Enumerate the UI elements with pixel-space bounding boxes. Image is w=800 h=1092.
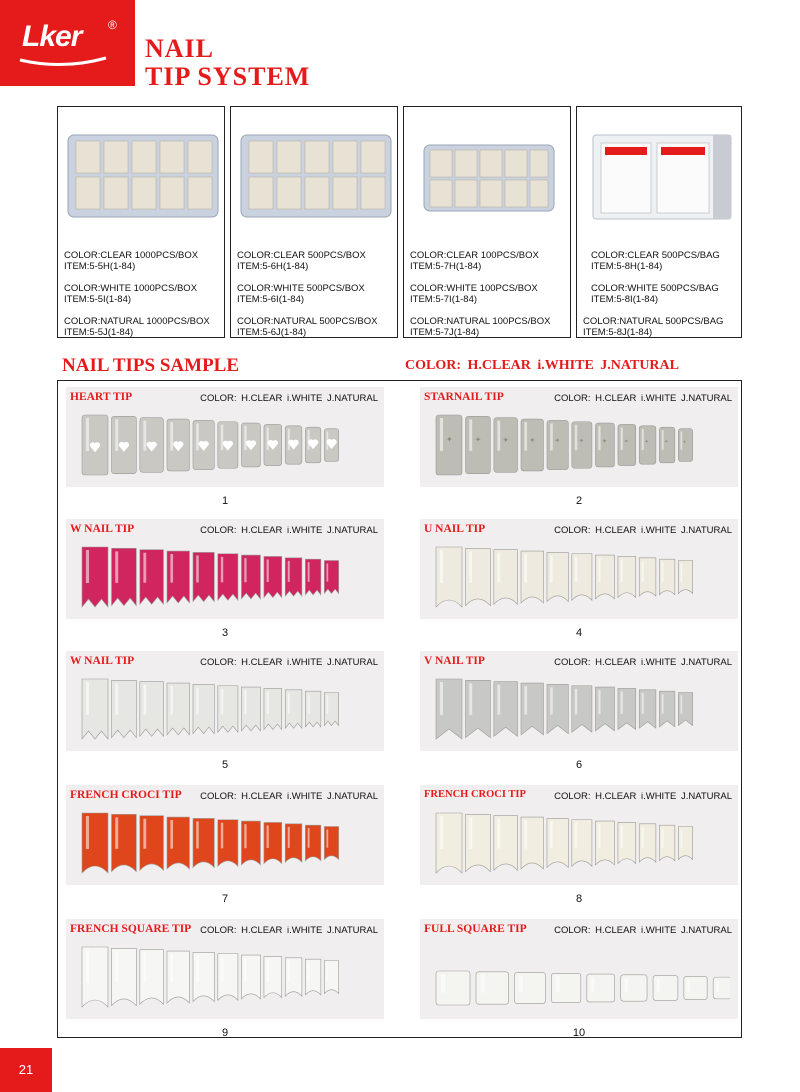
svg-text:✦: ✦: [502, 435, 509, 445]
nail-tip: [659, 691, 674, 727]
nail-tip: [659, 427, 674, 463]
nail-tip: [572, 554, 592, 601]
nail-tip: [264, 688, 282, 729]
nail-tip: [167, 551, 189, 603]
nail-tip: [218, 422, 238, 469]
nail-tip: [167, 419, 189, 471]
nail-tip: [618, 688, 636, 729]
sample-card: [66, 387, 384, 517]
nail-tip: [140, 550, 164, 605]
nail-tip: [678, 693, 692, 726]
nail-tip: [494, 418, 518, 473]
nail-tip: [659, 825, 674, 861]
product-details: [410, 250, 550, 338]
product-color-line: COLOR:WHITE 100PCS/BOX: [410, 283, 538, 294]
nail-tip: [324, 693, 338, 726]
tip-box-photo: [239, 133, 393, 223]
sample-color-codes: COLOR: H.CLEAR i.WHITE J.NATURAL: [554, 791, 732, 802]
nail-tip: [241, 687, 260, 731]
sample-name: FULL SQUARE TIP: [424, 923, 527, 935]
brand-logo: [0, 0, 135, 86]
sample-name: FRENCH CROCI TIP: [70, 789, 182, 801]
product-box: [57, 106, 225, 338]
sample-number: 6: [575, 759, 583, 771]
nail-tip: [82, 547, 108, 607]
nail-tip: [436, 971, 470, 1005]
product-item-line: ITEM:5-5J(1-84): [64, 327, 134, 338]
nail-tip: [305, 691, 320, 727]
nail-tip: [264, 556, 282, 597]
nail-tip: [659, 559, 674, 595]
sample-name: STARNAIL TIP: [424, 391, 504, 403]
nail-tip: [167, 817, 189, 869]
nail-tip: [587, 974, 615, 1002]
sample-name: V NAIL TIP: [424, 655, 485, 667]
nail-tip: [82, 679, 108, 739]
nail-tip: [285, 958, 302, 996]
product-item-line: ITEM:5-8I(1-84): [591, 294, 659, 305]
nail-tip: [193, 684, 214, 733]
nail-tip: [521, 817, 543, 869]
nail-tip: [218, 554, 238, 601]
nail-tip: [140, 816, 164, 871]
product-color-line: COLOR:WHITE 500PCS/BOX: [237, 283, 365, 294]
product-color-line: COLOR:CLEAR 100PCS/BOX: [410, 250, 539, 261]
heart-tip-samples: [80, 409, 376, 481]
product-color-line: COLOR:CLEAR 500PCS/BAG: [591, 250, 720, 261]
u-nail-tip-samples: [434, 541, 730, 613]
sample-name: W NAIL TIP: [70, 655, 135, 667]
page-title-line2: TIP SYSTEM: [145, 62, 311, 91]
sample-color-codes: COLOR: H.CLEAR i.WHITE J.NATURAL: [554, 925, 732, 936]
w-nail-tip-samples: [80, 673, 376, 745]
nail-tip: [494, 550, 518, 605]
nail-tip: [678, 561, 692, 594]
nail-tip: [112, 814, 137, 871]
sample-card: [66, 519, 384, 649]
nail-tip: [305, 825, 320, 861]
sample-card: [420, 387, 738, 517]
nail-tip: [653, 976, 678, 1001]
nail-tip: [551, 973, 580, 1002]
nail-tip: [264, 822, 282, 863]
product-details: [583, 250, 724, 338]
sample-number: 4: [575, 627, 583, 639]
product-color-line: COLOR:WHITE 1000PCS/BOX: [64, 283, 198, 294]
svg-text:✦: ✦: [623, 438, 629, 445]
product-details: [64, 250, 210, 338]
french-croci-tip-samples: [434, 807, 730, 879]
nail-tip: [572, 820, 592, 867]
color-legend: COLOR: H.CLEAR i.WHITE J.NATURAL: [405, 358, 679, 373]
nail-tip: [218, 954, 238, 1001]
svg-text:✦: ✦: [554, 437, 561, 445]
nail-tip: [595, 687, 614, 731]
nail-tip: [572, 422, 592, 469]
nail-tip: [639, 690, 656, 728]
nail-tip: [285, 690, 302, 728]
sample-color-codes: COLOR: H.CLEAR i.WHITE J.NATURAL: [200, 393, 378, 404]
product-color-line: COLOR:WHITE 500PCS/BAG: [591, 283, 719, 294]
sample-card: [66, 651, 384, 781]
nail-tip: [436, 813, 462, 873]
french-square-tip-samples: [80, 941, 376, 1013]
svg-text:✦: ✦: [474, 435, 482, 445]
nail-tip: [140, 682, 164, 737]
nail-tip: [241, 423, 260, 467]
page-title-line1: NAIL: [145, 34, 215, 63]
nail-tip: [572, 686, 592, 733]
nail-tip: [521, 419, 543, 471]
logo-text: Lker: [22, 20, 82, 53]
nail-tip: [241, 555, 260, 599]
nail-tip: [82, 813, 108, 873]
nail-tip: [621, 975, 647, 1001]
product-color-line: COLOR:CLEAR 500PCS/BOX: [237, 250, 366, 261]
nail-tip: [305, 559, 320, 595]
svg-text:✦: ✦: [601, 438, 607, 445]
nail-tip: [684, 976, 707, 999]
sample-card: [420, 651, 738, 781]
sample-number: 8: [575, 893, 583, 905]
product-box: [403, 106, 571, 338]
nail-tip: [324, 561, 338, 594]
nail-tip: [521, 551, 543, 603]
sample-name: W NAIL TIP: [70, 523, 135, 535]
nail-tip: [494, 816, 518, 871]
nail-tip: [476, 972, 508, 1004]
sample-number: 1: [221, 495, 229, 507]
nail-tip: [112, 416, 137, 473]
nail-tip: [547, 552, 568, 601]
nail-tip: [167, 951, 189, 1003]
section-title: NAIL TIPS SAMPLE: [62, 355, 240, 376]
sample-color-codes: COLOR: H.CLEAR i.WHITE J.NATURAL: [200, 657, 378, 668]
sample-card: [66, 919, 384, 1049]
product-item-line: ITEM:5-6I(1-84): [237, 294, 305, 305]
product-color-line: COLOR:NATURAL 500PCS/BAG: [583, 316, 724, 327]
nail-tip: [595, 423, 614, 467]
nail-tip: [324, 827, 338, 860]
product-color-line: COLOR:NATURAL 1000PCS/BOX: [64, 316, 210, 327]
sample-card: [420, 919, 738, 1049]
sample-number: 5: [221, 759, 229, 771]
sample-color-codes: COLOR: H.CLEAR i.WHITE J.NATURAL: [200, 925, 378, 936]
sample-name: U NAIL TIP: [424, 523, 486, 535]
sample-name: HEART TIP: [70, 391, 133, 403]
nail-tip: [494, 682, 518, 737]
sample-number: 2: [575, 495, 583, 507]
nail-tip: [324, 961, 338, 994]
sample-card: [66, 785, 384, 915]
product-color-line: COLOR:NATURAL 100PCS/BOX: [410, 316, 551, 327]
sample-number: 9: [221, 1027, 229, 1039]
logo-swoosh-icon: [18, 56, 108, 68]
v-nail-tip-samples: [434, 673, 730, 745]
sample-name: FRENCH CROCI TIP: [424, 789, 526, 800]
nail-tip: [218, 686, 238, 733]
svg-text:✦: ✦: [578, 437, 585, 445]
svg-text:✦: ✦: [682, 439, 687, 445]
product-item-line: ITEM:5-7J(1-84): [410, 327, 480, 338]
sample-name: FRENCH SQUARE TIP: [70, 923, 192, 935]
nail-tip: [82, 415, 108, 475]
product-item-line: ITEM:5-7H(1-84): [410, 261, 482, 272]
nail-tip: [241, 955, 260, 999]
samples-frame: [57, 380, 742, 1038]
sample-color-codes: COLOR: H.CLEAR i.WHITE J.NATURAL: [554, 525, 732, 536]
nail-tip: [547, 818, 568, 867]
nail-tip: [112, 548, 137, 605]
nail-tip: [241, 821, 260, 865]
nail-tip: [618, 822, 636, 863]
nail-tip: [466, 814, 491, 871]
nail-tip: [618, 556, 636, 597]
sample-number: 10: [572, 1027, 586, 1039]
sample-number: 3: [221, 627, 229, 639]
nail-tip: [639, 558, 656, 596]
sample-card: [420, 785, 738, 915]
product-item-line: ITEM:5-6J(1-84): [237, 327, 307, 338]
french-croci-tip-samples: [80, 807, 376, 879]
product-item-line: ITEM:5-6H(1-84): [237, 261, 309, 272]
nail-tip: [140, 418, 164, 473]
product-item-line: ITEM:5-7I(1-84): [410, 294, 478, 305]
nail-tip: [713, 977, 730, 999]
svg-text:✦: ✦: [529, 437, 536, 445]
nail-tip: [521, 683, 543, 735]
nail-tip: [678, 827, 692, 860]
nail-tip: [305, 427, 320, 463]
product-details: [237, 250, 377, 338]
nail-tip: [547, 684, 568, 733]
nail-tip: [285, 558, 302, 596]
nail-tip: [466, 548, 491, 605]
nail-tip: [167, 683, 189, 735]
nail-tip: [466, 680, 491, 737]
nail-tip: [264, 424, 282, 465]
svg-text:✦: ✦: [644, 439, 649, 446]
full-square-tip-samples: [434, 941, 730, 1013]
w-nail-tip-samples: [80, 541, 376, 613]
sample-color-codes: COLOR: H.CLEAR i.WHITE J.NATURAL: [554, 657, 732, 668]
sample-color-codes: COLOR: H.CLEAR i.WHITE J.NATURAL: [200, 525, 378, 536]
svg-text:✦: ✦: [446, 435, 453, 444]
nail-tip: [324, 429, 338, 462]
svg-text:✦: ✦: [664, 440, 669, 446]
nail-tip: [193, 952, 214, 1001]
sample-color-codes: COLOR: H.CLEAR i.WHITE J.NATURAL: [554, 393, 732, 404]
nail-tip: [264, 956, 282, 997]
nail-tip: [305, 959, 320, 995]
sample-color-codes: COLOR: H.CLEAR i.WHITE J.NATURAL: [200, 791, 378, 802]
product-color-line: COLOR:NATURAL 500PCS/BOX: [237, 316, 378, 327]
product-box: [230, 106, 398, 338]
nail-tip: [140, 950, 164, 1005]
nail-tip: [285, 824, 302, 862]
nail-tip: [436, 679, 462, 739]
nail-tip: [595, 555, 614, 599]
tip-box-photo: [66, 133, 220, 223]
nail-tip: [193, 818, 214, 867]
product-color-line: COLOR:CLEAR 1000PCS/BOX: [64, 250, 199, 261]
nail-tip: [514, 973, 545, 1004]
nail-tip: [595, 821, 614, 865]
nail-tip: [193, 420, 214, 469]
product-item-line: ITEM:5-8J(1-84): [583, 327, 653, 338]
nail-tip: [466, 416, 491, 473]
nail-tip: [285, 426, 302, 464]
product-box: [576, 106, 742, 338]
nail-tip: [82, 947, 108, 1007]
nail-tip: [547, 420, 568, 469]
nail-tip: [678, 429, 692, 462]
nail-tip: [112, 680, 137, 737]
nail-tip: [112, 948, 137, 1005]
nail-tip: [618, 424, 636, 465]
product-item-line: ITEM:5-8H(1-84): [591, 261, 663, 272]
nail-tip: [436, 415, 462, 475]
nail-tip: [436, 547, 462, 607]
tip-box-photo: [412, 133, 566, 223]
page-number: 21: [0, 1048, 52, 1092]
nail-tip: [639, 426, 656, 464]
tip-bag-photo: [585, 133, 739, 223]
product-item-line: ITEM:5-5H(1-84): [64, 261, 136, 272]
registered-mark: ®: [108, 18, 117, 32]
nail-tip: [218, 820, 238, 867]
nail-tip: [193, 552, 214, 601]
starnail-tip-samples: [434, 409, 730, 481]
product-item-line: ITEM:5-5I(1-84): [64, 294, 132, 305]
sample-number: 7: [221, 893, 229, 905]
sample-card: [420, 519, 738, 649]
nail-tip: [639, 824, 656, 862]
